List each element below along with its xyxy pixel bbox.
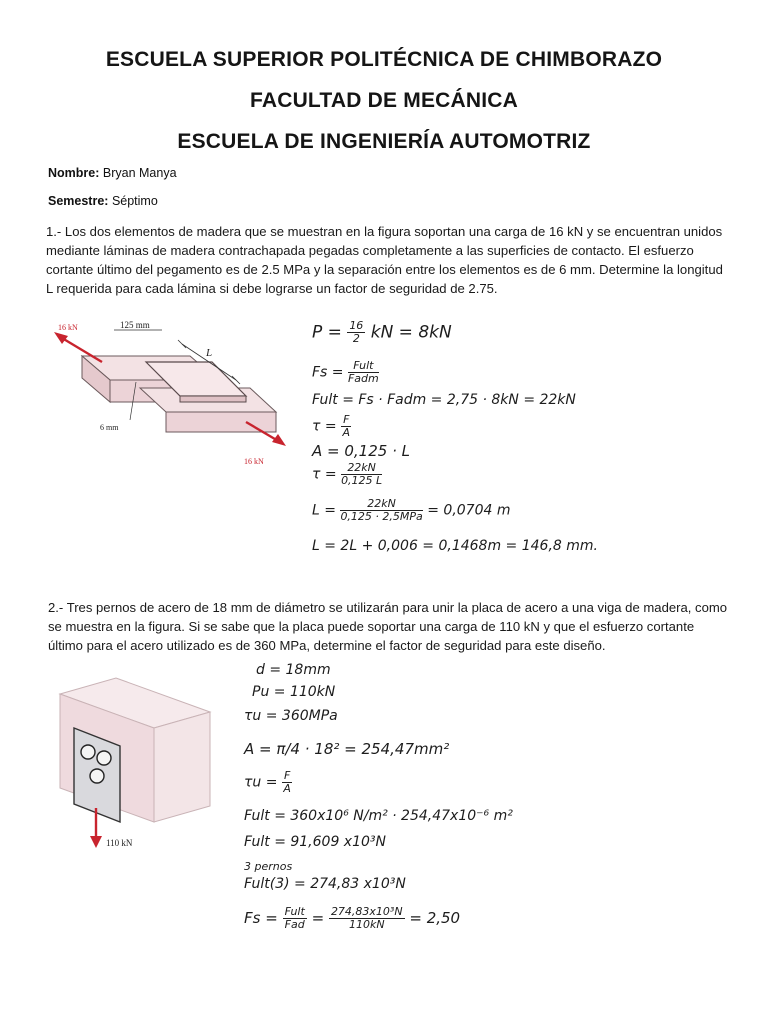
gap-label: 6 mm	[100, 423, 119, 432]
institution-title: ESCUELA SUPERIOR POLITÉCNICA DE CHIMBORAZO	[105, 48, 663, 71]
bolt-3	[90, 769, 104, 783]
p1-work-line5: A = 0,125 · L	[312, 442, 410, 460]
p2-work-line9: Fult(3) = 274,83 x10³N	[244, 876, 406, 892]
p2-work-line8: 3 pernos	[244, 860, 293, 873]
p2-work-line3: τu = 360MPa	[244, 708, 338, 724]
p1-work-line1: P = $\frac{16}{2}$ kN = 8kN	[312, 319, 452, 345]
plywood-edge	[180, 396, 246, 402]
student-name-line	[48, 166, 177, 180]
p2-work-line10: Fs = $\frac{\text{Fult}}{\text{Fad}}$ = $\frac{\text{274,83x10³N}}{110kN}$ = 2,50	[244, 905, 461, 931]
load-arrowhead	[90, 836, 102, 848]
p2-work-line7: Fult = 91,609 x10³N	[244, 834, 386, 850]
arrowhead-right	[272, 434, 286, 446]
p1-work-line8: L = 2L + 0,006 = 0,1468m = 146,8 mm.	[312, 538, 598, 554]
problem1-text: Los dos elementos de madera que se muestran en la figura soportan una carga de 16 kN y se encuentran unidos mediante láminas de madera contrachapada pegadas completamente a las superficies de contacto. El esfuerzo cortante último del pegamento es de 2.5 MPa y la separación entre los elementos es de 6 mm. Determine la longitud L requerida para cada lámina si debe lograrse un factor de seguridad de 2.75.	[46, 224, 723, 296]
problem1-number: 1.-	[46, 224, 62, 239]
p1-work-line6: τ = $\frac{22kN}{0,125 L}$	[312, 461, 383, 487]
bolted-plate-figure	[58, 676, 218, 852]
p1-work-line3: Fult = Fs · Fadm = 2,75 · 8kN = 22kN	[312, 392, 576, 408]
dim-tick	[178, 340, 186, 348]
dim-125-label: 125 mm	[120, 320, 150, 330]
wood-members-figure	[50, 318, 290, 468]
p2-work-line4: A = π/4 · 18² = 254,47mm²	[244, 740, 450, 758]
semester-value: Séptimo	[111, 194, 158, 208]
school-title: ESCUELA DE INGENIERÍA AUTOMOTRIZ	[177, 130, 591, 153]
faculty-title: FACULTAD DE MECÁNICA	[249, 89, 519, 112]
arrowhead-left	[54, 332, 68, 344]
problem2-text: Tres pernos de acero de 18 mm de diámetro se utilizarán para unir la placa de acero a una viga de madera, como se muestra en la figura. Si se sabe que la placa puede soportar una carga de 110 kN y que el esfuerzo cortante último para el acero utilizado es de 360 MPa, determine el factor de seguridad para este diseño.	[48, 600, 728, 653]
p2-work-line6: Fult = 360x10⁶ N/m² · 254,47x10⁻⁶ m²	[244, 808, 513, 824]
load-right-label: 16 kN	[244, 457, 264, 466]
name-label: Nombre:	[48, 166, 100, 180]
load-label: 110 kN	[106, 838, 133, 848]
bolt-2	[97, 751, 111, 765]
p2-work-line5: τu = $\frac{F}{A}$	[244, 769, 291, 795]
semester-label: Semestre:	[48, 194, 109, 208]
p1-work-line7: L = $\frac{22kN}{\text{0,125 · 2,5MPa}}$ = 0,0704 m	[312, 497, 511, 523]
p2-work-line1: d = 18mm	[256, 662, 331, 678]
semester-line	[48, 194, 158, 208]
problem2-number: 2.-	[48, 600, 64, 615]
dim-L-label: L	[206, 347, 213, 359]
problem2-statement	[48, 598, 728, 655]
name-value: Bryan Manya	[102, 166, 177, 180]
beam-side	[154, 712, 210, 822]
p1-work-line4: τ = $\frac{F}{A}$	[312, 413, 350, 439]
p2-work-line2: Pu = 110kN	[252, 684, 336, 700]
problem1-statement	[46, 222, 726, 298]
bolt-1	[81, 745, 95, 759]
load-left-label: 16 kN	[58, 323, 78, 332]
p1-work-line2: Fs = $\frac{\text{Fult}}{\text{Fadm}}$	[312, 359, 379, 385]
